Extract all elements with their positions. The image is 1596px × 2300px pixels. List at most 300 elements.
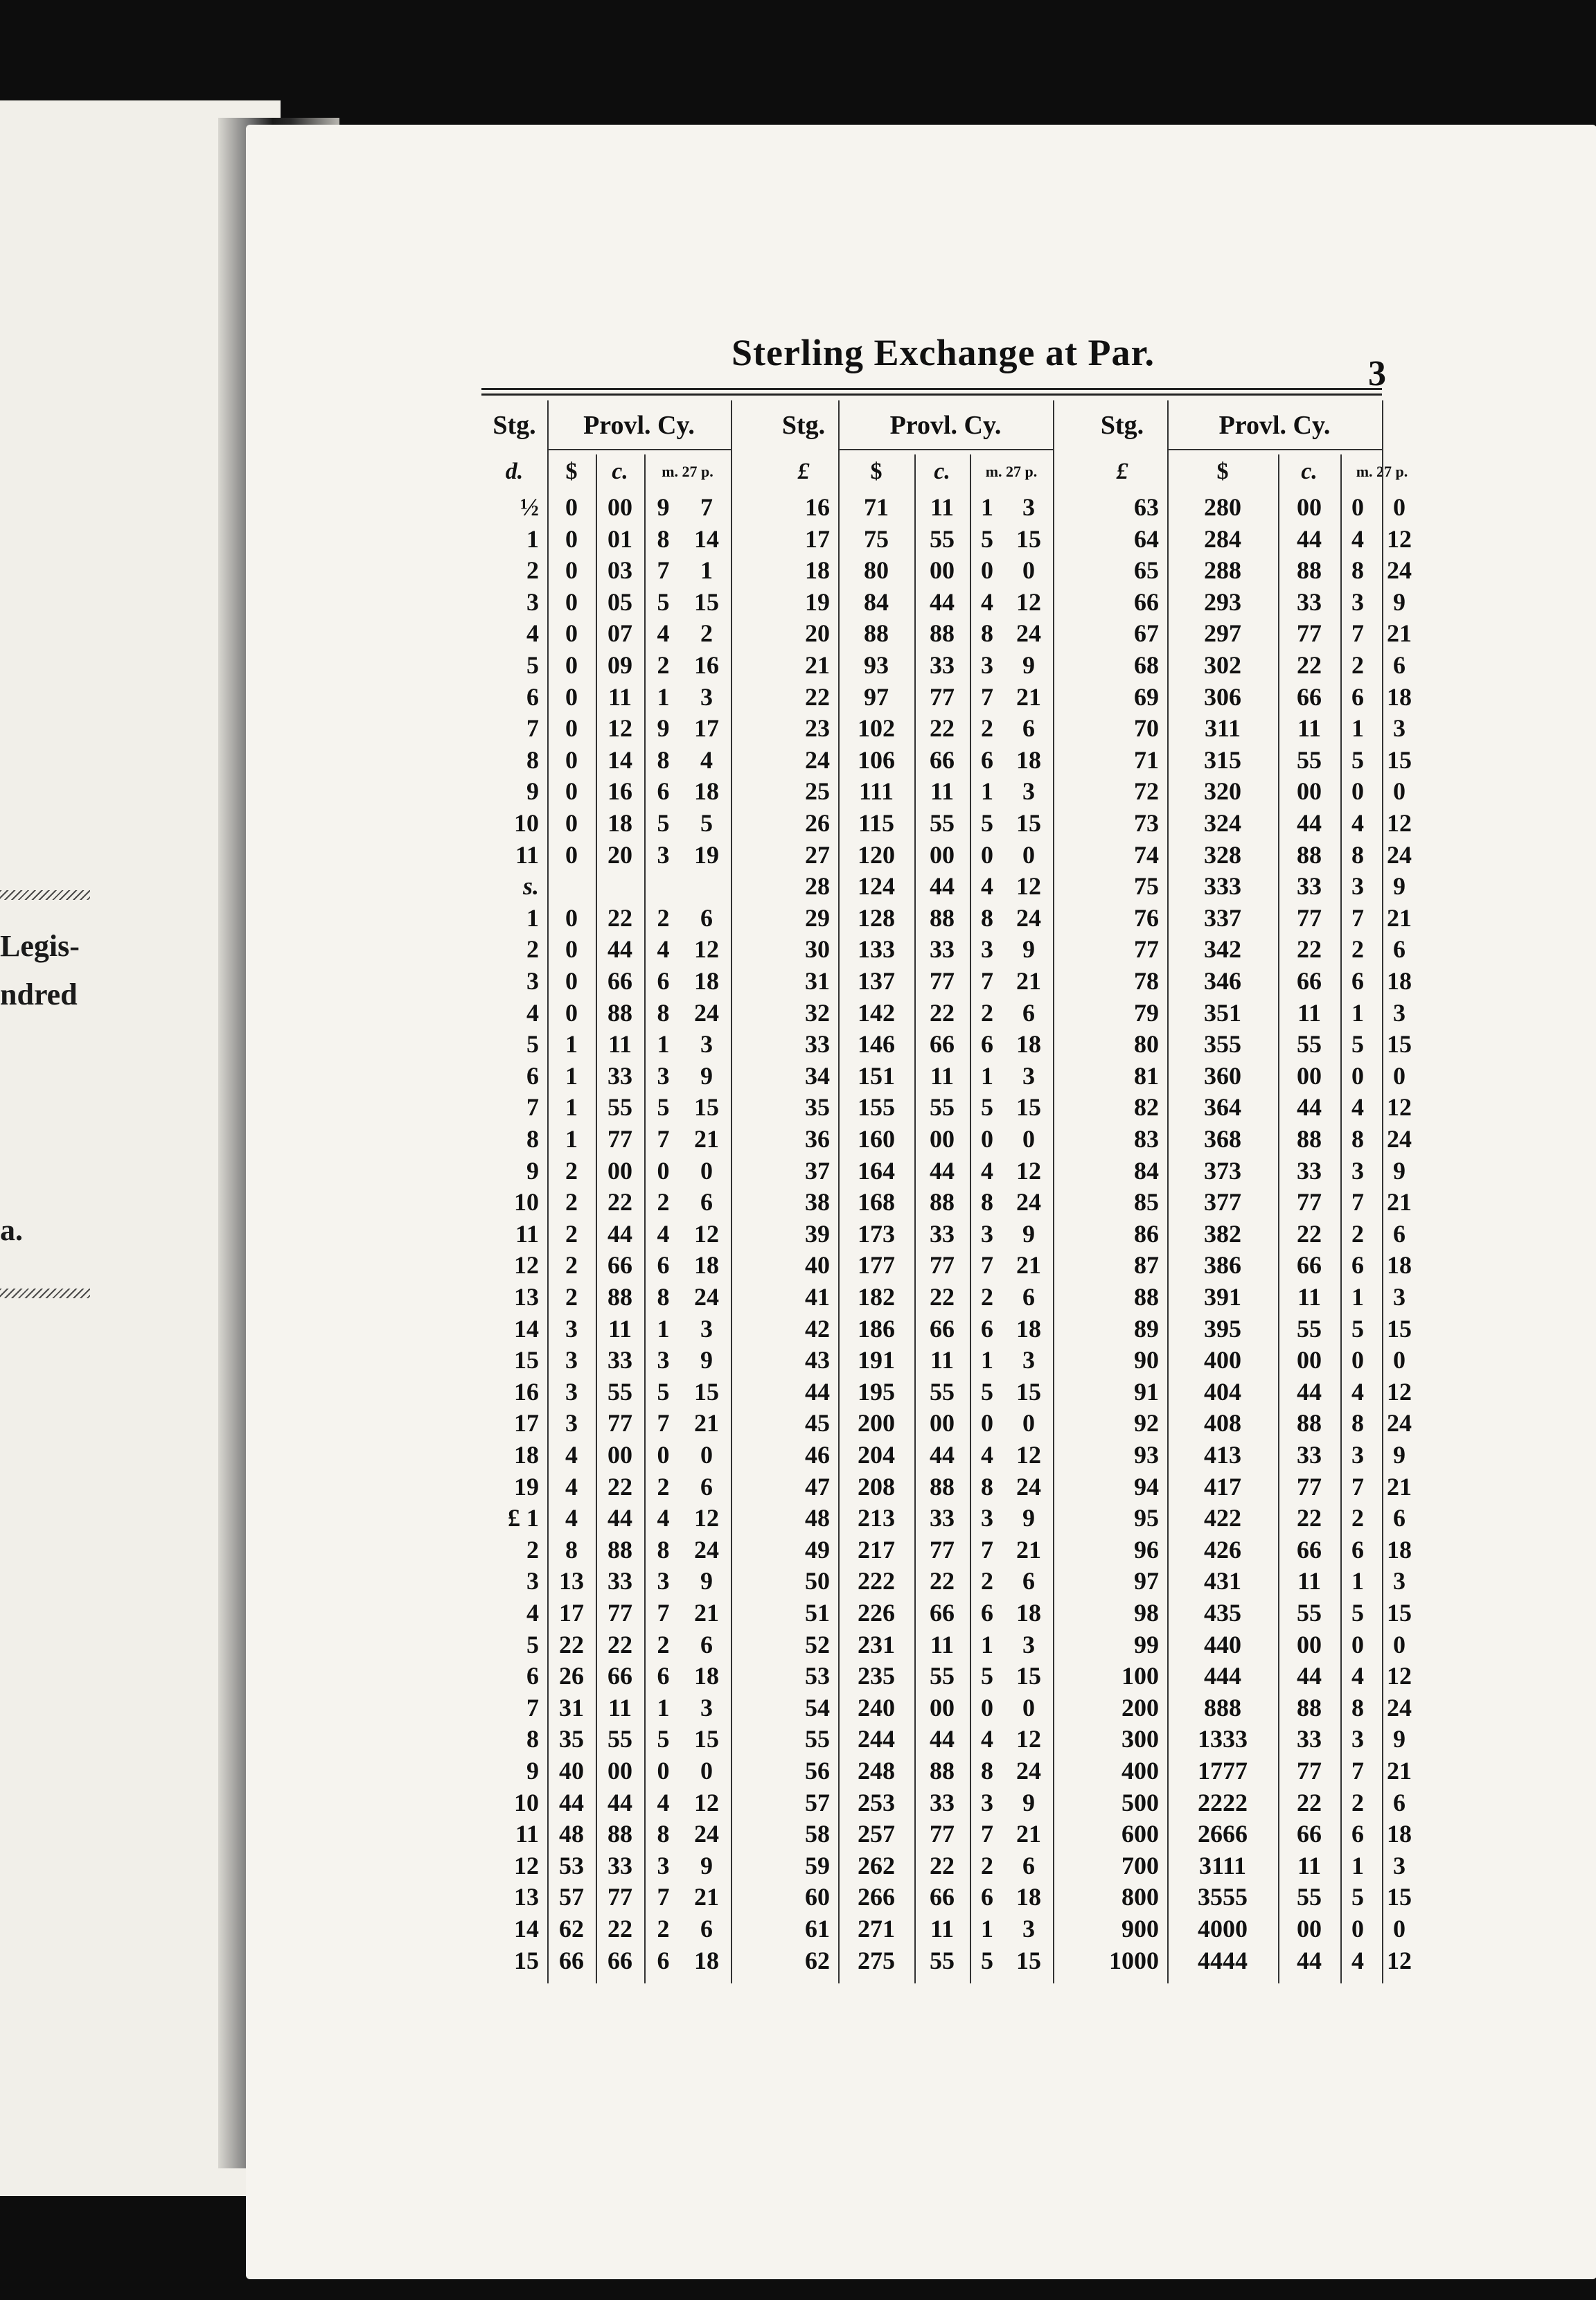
table-cell: 0 bbox=[565, 619, 578, 648]
table-cell: 76 bbox=[1134, 903, 1159, 932]
table-cell: 22 bbox=[1297, 1219, 1322, 1248]
table-cell: 12 bbox=[694, 1219, 719, 1248]
table-cell: 0 bbox=[1022, 556, 1035, 585]
table-cell: 5 bbox=[1351, 1030, 1364, 1059]
table-cell: 27 bbox=[805, 840, 830, 869]
table-cell: 106 bbox=[858, 745, 895, 774]
stg-header: Stg. bbox=[781, 411, 826, 440]
table-cell: 426 bbox=[1204, 1535, 1241, 1564]
table-row bbox=[769, 934, 1053, 964]
table-cell: 0 bbox=[565, 714, 578, 743]
table-cell: 77 bbox=[930, 682, 955, 711]
table-cell: 7 bbox=[1351, 1757, 1364, 1785]
table-cell: 43 bbox=[805, 1346, 830, 1374]
table-cell: 21 bbox=[1016, 1820, 1041, 1848]
table-row bbox=[1077, 1755, 1412, 1786]
table-cell: 77 bbox=[608, 1599, 632, 1627]
table-cell: 00 bbox=[1297, 493, 1322, 521]
table-cell: 21 bbox=[1387, 1472, 1412, 1501]
table-cell: 40 bbox=[559, 1757, 584, 1785]
table-cell: 1 bbox=[657, 1693, 670, 1722]
table-cell: 7 bbox=[981, 1820, 993, 1848]
table-cell: 0 bbox=[700, 1757, 713, 1785]
table-cell: 89 bbox=[1134, 1314, 1159, 1343]
table-row bbox=[1077, 1503, 1406, 1533]
table-cell: 99 bbox=[1134, 1630, 1159, 1658]
table-row bbox=[769, 903, 1053, 933]
table-cell: 6 bbox=[1022, 1851, 1035, 1879]
table-cell: 164 bbox=[858, 1156, 895, 1185]
table-cell: 70 bbox=[1134, 714, 1159, 743]
table-cell: 19 bbox=[514, 1472, 539, 1501]
table-row bbox=[769, 555, 1053, 585]
table-row bbox=[481, 776, 731, 806]
table-cell: 5 bbox=[981, 1377, 993, 1406]
table-cell: 351 bbox=[1204, 998, 1241, 1027]
table-row bbox=[1077, 1724, 1406, 1754]
table-cell: 77 bbox=[608, 1409, 632, 1438]
table-cell: 93 bbox=[864, 651, 889, 679]
table-cell: 8 bbox=[1351, 1125, 1364, 1153]
table-cell: 15 bbox=[694, 1377, 719, 1406]
table-cell: 15 bbox=[694, 1725, 719, 1753]
table-cell: 8 bbox=[526, 1125, 539, 1153]
table-cell: 66 bbox=[1134, 587, 1159, 616]
table-cell: 4 bbox=[657, 619, 670, 648]
table-cell: 46 bbox=[805, 1441, 830, 1469]
table-cell: 4 bbox=[1351, 1093, 1364, 1122]
table-cell: 55 bbox=[930, 1377, 955, 1406]
table-cell: 61 bbox=[805, 1915, 830, 1943]
table-row bbox=[769, 1850, 1053, 1881]
table-cell: 360 bbox=[1204, 1061, 1241, 1090]
table-cell: 226 bbox=[858, 1599, 895, 1627]
table-cell: 3 bbox=[657, 1061, 670, 1090]
table-cell: 182 bbox=[858, 1283, 895, 1311]
table-cell: 3 bbox=[526, 1567, 539, 1595]
table-cell: 25 bbox=[805, 777, 830, 806]
table-cell: 9 bbox=[1022, 935, 1035, 964]
table-cell: 8 bbox=[1351, 1693, 1364, 1722]
table-cell: 55 bbox=[1297, 1883, 1322, 1911]
table-cell: 80 bbox=[864, 556, 889, 585]
table-cell: 24 bbox=[1387, 1409, 1412, 1438]
table-cell: 88 bbox=[1134, 1283, 1159, 1311]
table-cell: 44 bbox=[930, 1156, 955, 1185]
table-cell: 3 bbox=[1351, 1725, 1364, 1753]
table-cell: 9 bbox=[526, 777, 539, 806]
table-cell: 271 bbox=[858, 1915, 895, 1943]
table-cell: 137 bbox=[858, 967, 895, 995]
page-number: 3 bbox=[1368, 354, 1386, 393]
table-row bbox=[769, 1566, 1053, 1596]
table-cell: 15 bbox=[1016, 524, 1041, 553]
wavy-rule-bottom bbox=[0, 1289, 90, 1298]
table-cell: 18 bbox=[1387, 1820, 1412, 1848]
table-cell: 0 bbox=[657, 1441, 670, 1469]
table-cell: 5 bbox=[981, 1946, 993, 1974]
table-cell: 00 bbox=[930, 1125, 955, 1153]
table-cell: 3 bbox=[657, 1346, 670, 1374]
table-cell: 22 bbox=[1297, 1788, 1322, 1816]
table-cell: 66 bbox=[608, 1251, 632, 1280]
table-cell: 66 bbox=[930, 1883, 955, 1911]
table-cell: 0 bbox=[1393, 1346, 1406, 1374]
table-cell: 700 bbox=[1121, 1851, 1159, 1879]
table-cell: 3 bbox=[700, 1314, 713, 1343]
table-cell: 21 bbox=[1016, 967, 1041, 995]
table-cell: 7 bbox=[1351, 619, 1364, 648]
table-row bbox=[1077, 1850, 1406, 1881]
table-cell: 22 bbox=[930, 1851, 955, 1879]
table-cell: 1 bbox=[1351, 1283, 1364, 1311]
table-cell: 0 bbox=[565, 493, 578, 521]
stg-header: Stg. bbox=[1100, 411, 1144, 440]
table-cell: 173 bbox=[858, 1219, 895, 1248]
table-cell: 8 bbox=[981, 1472, 993, 1501]
table-row bbox=[481, 840, 731, 870]
table-cell: 300 bbox=[1121, 1725, 1159, 1753]
table-cell: 49 bbox=[805, 1535, 830, 1564]
table-row bbox=[481, 1124, 731, 1154]
table-cell: 18 bbox=[694, 777, 719, 806]
table-cell: 6 bbox=[1393, 935, 1406, 964]
table-cell: 44 bbox=[930, 587, 955, 616]
table-row bbox=[1077, 776, 1406, 806]
table-cell: 1 bbox=[565, 1030, 578, 1059]
table-cell: 4 bbox=[981, 1156, 993, 1185]
table-cell: 24 bbox=[805, 745, 830, 774]
table-row bbox=[481, 1029, 731, 1059]
table-cell: 6 bbox=[700, 1472, 713, 1501]
page-title: Sterling Exchange at Par. bbox=[732, 332, 1155, 373]
table-cell: 2222 bbox=[1198, 1788, 1248, 1816]
table-cell: 21 bbox=[694, 1125, 719, 1153]
table-cell: 3 bbox=[657, 840, 670, 869]
table-cell: 0 bbox=[565, 840, 578, 869]
table-cell: 45 bbox=[805, 1409, 830, 1438]
table-cell: 18 bbox=[694, 1251, 719, 1280]
table-cell: 15 bbox=[1387, 1030, 1412, 1059]
table-cell: 0 bbox=[565, 745, 578, 774]
table-cell: 18 bbox=[514, 1441, 539, 1469]
table-cell: 11 bbox=[930, 1061, 954, 1090]
table-row bbox=[1077, 1061, 1406, 1091]
table-cell: 77 bbox=[930, 1820, 955, 1848]
table-cell: 35 bbox=[805, 1093, 830, 1122]
table-row bbox=[481, 1313, 731, 1344]
table-cell: 4 bbox=[1351, 1377, 1364, 1406]
table-cell: 235 bbox=[858, 1662, 895, 1690]
table-cell: 408 bbox=[1204, 1409, 1241, 1438]
table-row bbox=[1077, 650, 1406, 680]
table-cell: 5 bbox=[700, 809, 713, 837]
table-cell: 13 bbox=[514, 1883, 539, 1911]
table-row bbox=[1077, 1629, 1406, 1660]
table-cell: 6 bbox=[981, 1599, 993, 1627]
table-cell: 22 bbox=[608, 1472, 632, 1501]
table-cell: 10 bbox=[514, 809, 539, 837]
table-cell: 66 bbox=[1297, 1535, 1322, 1564]
unit-dollar: $ bbox=[565, 459, 578, 484]
table-cell: 9 bbox=[1393, 1156, 1406, 1185]
table-cell: 0 bbox=[565, 903, 578, 932]
table-cell: 373 bbox=[1204, 1156, 1241, 1185]
table-cell: 69 bbox=[1134, 682, 1159, 711]
table-row bbox=[1077, 1471, 1412, 1502]
table-cell: 44 bbox=[1297, 1377, 1322, 1406]
table-row bbox=[481, 1219, 731, 1249]
table-cell: 3111 bbox=[1198, 1851, 1247, 1879]
table-cell: 00 bbox=[930, 1693, 955, 1722]
provl-header: Provl. Cy. bbox=[889, 411, 1002, 440]
table-row bbox=[769, 1250, 1053, 1280]
table-row bbox=[1077, 871, 1406, 901]
table-cell: 6 bbox=[700, 1630, 713, 1658]
table-cell: 7 bbox=[981, 1251, 993, 1280]
table-cell: 55 bbox=[608, 1093, 632, 1122]
table-cell: 77 bbox=[1134, 935, 1159, 964]
table-row bbox=[769, 618, 1053, 648]
table-cell: 12 bbox=[1387, 1946, 1412, 1974]
table-cell: 0 bbox=[565, 556, 578, 585]
table-row bbox=[481, 903, 731, 933]
table-cell: 3 bbox=[981, 1219, 993, 1248]
table-cell: 7 bbox=[657, 1599, 670, 1627]
table-cell: 302 bbox=[1204, 651, 1241, 679]
table-cell: 3 bbox=[700, 682, 713, 711]
table-cell: 0 bbox=[565, 651, 578, 679]
table-cell: 26 bbox=[805, 809, 830, 837]
table-row bbox=[481, 682, 731, 712]
table-cell: 48 bbox=[559, 1820, 584, 1848]
table-cell: 0 bbox=[1351, 777, 1364, 806]
table-cell: 66 bbox=[1297, 1251, 1322, 1280]
table-cell: s. bbox=[522, 872, 539, 901]
table-cell: 3 bbox=[657, 1851, 670, 1879]
table-row bbox=[481, 524, 731, 554]
table-cell: 11 bbox=[608, 1314, 632, 1343]
table-cell: 4 bbox=[565, 1504, 578, 1532]
table-cell: 88 bbox=[930, 1472, 955, 1501]
table-cell: 151 bbox=[858, 1061, 895, 1090]
table-cell: 55 bbox=[608, 1725, 632, 1753]
table-row bbox=[1077, 1313, 1412, 1344]
table-cell: 15 bbox=[1387, 1599, 1412, 1627]
table-cell: 91 bbox=[1134, 1377, 1159, 1406]
table-cell: 88 bbox=[1297, 840, 1322, 869]
table-cell: 306 bbox=[1204, 682, 1241, 711]
table-cell: 2 bbox=[1351, 651, 1364, 679]
table-row bbox=[769, 1692, 1053, 1723]
table-cell: 2 bbox=[657, 903, 670, 932]
table-cell: 33 bbox=[1297, 587, 1322, 616]
table-cell: 6 bbox=[657, 967, 670, 995]
table-cell: 311 bbox=[1204, 714, 1241, 743]
table-cell: 1 bbox=[700, 556, 713, 585]
table-cell: 386 bbox=[1204, 1251, 1241, 1280]
stg-header: Stg. bbox=[493, 411, 536, 440]
table-cell: 07 bbox=[608, 619, 632, 648]
table-cell: 200 bbox=[858, 1409, 895, 1438]
table-cell: 3 bbox=[1022, 1061, 1035, 1090]
table-row bbox=[1077, 1092, 1412, 1122]
table-cell: 05 bbox=[608, 587, 632, 616]
table-cell: 84 bbox=[1134, 1156, 1159, 1185]
table-cell: 6 bbox=[657, 1946, 670, 1974]
table-cell: 14 bbox=[608, 745, 632, 774]
unit-dollar: $ bbox=[870, 459, 883, 484]
table-cell: 71 bbox=[864, 493, 889, 521]
table-cell: 77 bbox=[1297, 619, 1322, 648]
table-cell: 6 bbox=[1022, 714, 1035, 743]
table-cell: 12 bbox=[514, 1251, 539, 1280]
table-row bbox=[769, 650, 1053, 680]
table-cell: 11 bbox=[1297, 714, 1321, 743]
table-cell: 12 bbox=[514, 1851, 539, 1879]
table-row bbox=[481, 1882, 731, 1912]
table-row bbox=[769, 1377, 1053, 1407]
table-cell: 11 bbox=[930, 493, 954, 521]
table-cell: 417 bbox=[1204, 1472, 1241, 1501]
table-cell: 86 bbox=[1134, 1219, 1159, 1248]
table-cell: 7 bbox=[1351, 1188, 1364, 1217]
table-cell: 5 bbox=[981, 809, 993, 837]
table-cell: 315 bbox=[1204, 745, 1241, 774]
table-cell: 33 bbox=[930, 1504, 955, 1532]
table-cell: 4 bbox=[1351, 1946, 1364, 1974]
header-underline bbox=[838, 449, 1053, 450]
table-cell: 377 bbox=[1204, 1188, 1241, 1217]
table-cell: 24 bbox=[1016, 1472, 1041, 1501]
table-cell: 11 bbox=[930, 1346, 954, 1374]
table-cell: 0 bbox=[1393, 1061, 1406, 1090]
table-cell: 15 bbox=[1016, 1946, 1041, 1974]
table-cell: 18 bbox=[1387, 1251, 1412, 1280]
table-cell: 15 bbox=[1016, 1377, 1041, 1406]
left-fragment-2: ndred bbox=[0, 977, 78, 1011]
table-row bbox=[1077, 808, 1412, 838]
table-cell: 57 bbox=[559, 1883, 584, 1911]
table-cell: 77 bbox=[608, 1883, 632, 1911]
table-row bbox=[769, 682, 1053, 712]
table-row bbox=[1077, 1661, 1412, 1691]
table-cell: 6 bbox=[1393, 1504, 1406, 1532]
table-cell: 288 bbox=[1204, 556, 1241, 585]
table-cell: 00 bbox=[1297, 1915, 1322, 1943]
table-cell: 14 bbox=[514, 1915, 539, 1943]
table-cell: 15 bbox=[1387, 745, 1412, 774]
table-cell: 128 bbox=[858, 903, 895, 932]
table-cell: 3 bbox=[981, 1788, 993, 1816]
table-cell: 7 bbox=[1351, 903, 1364, 932]
table-cell: 7 bbox=[526, 1693, 539, 1722]
table-cell: 0 bbox=[565, 524, 578, 553]
table-cell: 1 bbox=[657, 682, 670, 711]
table-cell: 3 bbox=[565, 1377, 578, 1406]
table-cell: 262 bbox=[858, 1851, 895, 1879]
table-row bbox=[1077, 745, 1412, 775]
table-row bbox=[481, 650, 731, 680]
table-row bbox=[769, 1440, 1053, 1470]
table-row bbox=[481, 871, 731, 901]
table-cell: 1 bbox=[981, 493, 993, 521]
table-cell: 66 bbox=[930, 745, 955, 774]
table-cell: 5 bbox=[526, 1030, 539, 1059]
table-cell: 142 bbox=[858, 998, 895, 1027]
table-cell: 8 bbox=[657, 1283, 670, 1311]
table-cell: 342 bbox=[1204, 935, 1241, 964]
table-cell: 55 bbox=[930, 1093, 955, 1122]
table-cell: 22 bbox=[608, 1188, 632, 1217]
table-cell: 55 bbox=[930, 809, 955, 837]
table-row bbox=[481, 1724, 731, 1754]
table-cell: 440 bbox=[1204, 1630, 1241, 1658]
table-row bbox=[769, 1598, 1053, 1628]
table-cell: 34 bbox=[805, 1061, 830, 1090]
table-cell: 22 bbox=[805, 682, 830, 711]
table-cell: 21 bbox=[694, 1599, 719, 1627]
table-cell: 00 bbox=[608, 1757, 632, 1785]
unit-stg: £ bbox=[797, 459, 810, 484]
unit-cents: c. bbox=[934, 459, 950, 484]
table-cell: 24 bbox=[1016, 903, 1041, 932]
table-row bbox=[769, 1534, 1053, 1565]
table-cell: 31 bbox=[805, 967, 830, 995]
table-row bbox=[481, 998, 731, 1028]
table-cell: 395 bbox=[1204, 1314, 1241, 1343]
table-cell: 15 bbox=[1016, 809, 1041, 837]
table-cell: 231 bbox=[858, 1630, 895, 1658]
table-cell: 9 bbox=[657, 714, 670, 743]
table-cell bbox=[644, 871, 682, 901]
table-row bbox=[481, 1850, 731, 1881]
table-row bbox=[769, 713, 1053, 743]
table-cell: 444 bbox=[1204, 1662, 1241, 1690]
table-cell: 0 bbox=[1351, 1915, 1364, 1943]
table-cell: 77 bbox=[1297, 1188, 1322, 1217]
table-cell: 44 bbox=[1297, 524, 1322, 553]
table-cell bbox=[596, 871, 644, 901]
table-cell: 8 bbox=[565, 1535, 578, 1564]
table-row bbox=[481, 1598, 731, 1628]
table-cell: 00 bbox=[608, 493, 632, 521]
table-row bbox=[769, 1061, 1053, 1091]
table-row bbox=[769, 524, 1053, 554]
table-cell: 88 bbox=[608, 1820, 632, 1848]
table-cell: 80 bbox=[1134, 1030, 1159, 1059]
table-cell: 97 bbox=[864, 682, 889, 711]
table-cell: 44 bbox=[608, 1788, 632, 1816]
table-cell: 90 bbox=[1134, 1346, 1159, 1374]
table-cell: 78 bbox=[1134, 967, 1159, 995]
table-cell: 5 bbox=[981, 1093, 993, 1122]
table-row bbox=[481, 618, 731, 648]
table-row bbox=[1077, 1598, 1412, 1628]
table-cell: 0 bbox=[1022, 1409, 1035, 1438]
table-cell: 6 bbox=[1022, 1283, 1035, 1311]
table-cell: 0 bbox=[981, 556, 993, 585]
table-cell: 18 bbox=[1016, 745, 1041, 774]
table-cell: 8 bbox=[657, 998, 670, 1027]
table-cell: 44 bbox=[1297, 1946, 1322, 1974]
table-cell: 36 bbox=[805, 1125, 830, 1153]
table-cell: 15 bbox=[1016, 1662, 1041, 1690]
table-cell: 4000 bbox=[1198, 1915, 1248, 1943]
table-cell: 97 bbox=[1134, 1567, 1159, 1595]
table-cell: 6 bbox=[981, 1883, 993, 1911]
table-cell: 382 bbox=[1204, 1219, 1241, 1248]
